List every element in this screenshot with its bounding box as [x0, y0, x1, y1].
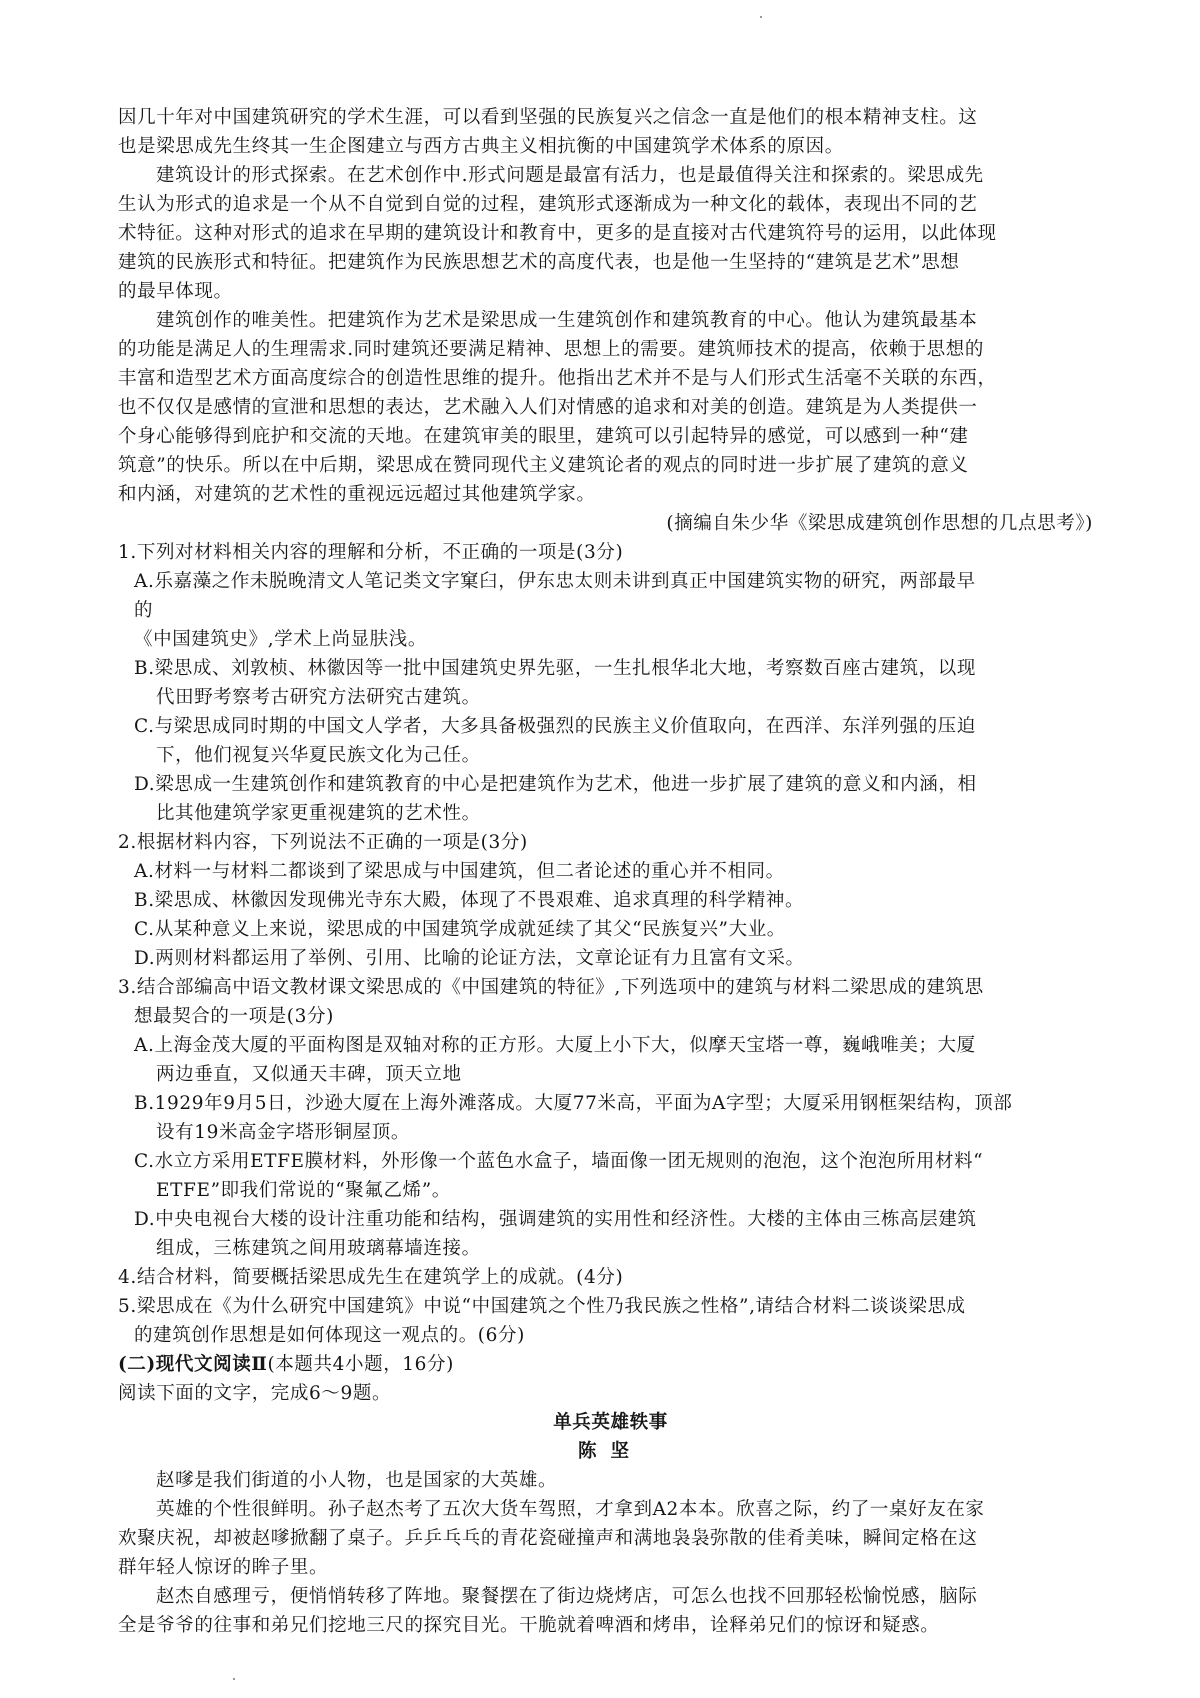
question-stem: 4.结合材料，简要概括梁思成先生在建筑学上的成就。(4分) — [118, 1267, 624, 1288]
passage-line: 也是梁思成先生终其一生企图建立与西方古典主义相抗衡的中国建筑学术体系的原因。 — [118, 136, 844, 157]
question-stem: 3.结合部编高中语文教材课文梁思成的《中国建筑的特征》,下列选项中的建筑与材料二梁思成的建筑思 — [118, 977, 984, 998]
section-instruction: 阅读下面的文字，完成6～9题。 — [118, 1383, 392, 1404]
passage-line: 也不仅仅是感情的宣泄和思想的表达，艺术融入人们对情感的追求和对美的创造。建筑是为人类提供一 — [118, 397, 978, 418]
passage-line: 建筑设计的形式探索。在艺术创作中.形式问题是最富有活力，也是最值得关注和探索的。梁思成先 — [156, 165, 984, 186]
section-heading-note: (本题共4小题，16分) — [267, 1354, 454, 1375]
passage-line: 生认为形式的追求是一个从不自觉到自觉的过程，建筑形式逐渐成为一种文化的载体，表现出不同的艺 — [118, 194, 978, 215]
passage-one — [118, 103, 1103, 509]
story-line: 英雄的个性很鲜明。孙子赵杰考了五次大货车驾照，才拿到A2本本。欣喜之际，约了一桌好友在家 — [156, 1499, 985, 1520]
question-stem: 2.根据材料内容，下列说法不正确的一项是(3分) — [118, 832, 528, 853]
passage-line: 术特征。这种对形式的追求在早期的建筑设计和教育中，更多的是直接对古代建筑符号的运用，以此体现 — [118, 223, 997, 244]
option-line: C.水立方采用ETFE膜材料，外形像一个蓝色水盒子，墙面像一团无规则的泡泡，这个泡泡所用材料“ — [134, 1151, 984, 1172]
option-line: A.材料一与材料二都谈到了梁思成与中国建筑，但二者论述的重心并不相同。 — [134, 861, 785, 882]
passage-line: 和内涵，对建筑的艺术性的重视远远超过其他建筑学家。 — [118, 484, 596, 505]
passage-line: 建筑的民族形式和特征。把建筑作为民族思想艺术的高度代表，也是他一生坚持的“建筑是艺术”思想 — [118, 252, 960, 273]
option-line-continued: 下，他们视复兴华夏民族文化为己任。 — [156, 745, 481, 766]
option-line: D.梁思成一生建筑创作和建筑教育的中心是把建筑作为艺术，他进一步扩展了建筑的意义和内涵，相 — [134, 774, 977, 795]
option-line-continued: 两边垂直，又似通天丰碑，顶天立地 — [156, 1064, 462, 1085]
passage-line: 丰富和造型艺术方面高度综合的创造性思维的提升。他指出艺术并不是与人们形式生活毫不关联的东西， — [118, 368, 997, 389]
option-line: D.两则材料都运用了举例、引用、比喻的论证方法，文章论证有力且富有文采。 — [134, 948, 805, 969]
story-author: 陈坚 — [577, 1441, 643, 1462]
option-line-continued: 组成，三栋建筑之间用玻璃幕墙连接。 — [156, 1238, 481, 1259]
question-5 — [118, 1292, 1103, 1350]
scan-speck — [233, 1678, 235, 1680]
option-line-continued: 比其他建筑学家更重视建筑的艺术性。 — [156, 803, 481, 824]
option-line: A.上海金茂大厦的平面构图是双轴对称的正方形。大厦上小下大，似摩天宝塔一尊，巍峨唯美；大厦 — [134, 1035, 976, 1056]
question-stem-continued: 想最契合的一项是(3分) — [134, 1006, 334, 1027]
option-line: B.1929年9月5日，沙逊大厦在上海外滩落成。大厦77米高，平面为A字型；大厦采用钢框架结构，顶部 — [134, 1093, 1013, 1114]
story-line: 赵嗲是我们街道的小人物，也是国家的大英雄。 — [156, 1470, 558, 1491]
question-2 — [118, 828, 1103, 973]
story-body — [118, 1466, 1103, 1640]
option-line: D.中央电视台大楼的设计注重功能和结构，强调建筑的实用性和经济性。大楼的主体由三栋高层建筑 — [134, 1209, 977, 1230]
section-heading-label: (二)现代文阅读Ⅱ — [118, 1354, 268, 1375]
option-line-continued: 代田野考察考古研究方法研究古建筑。 — [156, 687, 481, 708]
option-line: C.从某种意义上来说，梁思成的中国建筑学成就延续了其父“民族复兴”大业。 — [134, 919, 786, 940]
question-stem-continued: 的建筑创作思想是如何体现这一观点的。(6分) — [134, 1325, 525, 1346]
passage-line: 的功能是满足人的生理需求.同时建筑还要满足精神、思想上的需要。建筑师技术的提高，依赖于思想的 — [118, 339, 984, 360]
question-3 — [118, 973, 1103, 1263]
story-line: 全是爷爷的往事和弟兄们挖地三尺的探究目光。干脆就着啤酒和烤串，诠释弟兄们的惊讶和疑惑。 — [118, 1615, 940, 1636]
question-1 — [118, 538, 1103, 828]
section-heading — [118, 1350, 1103, 1379]
passage-line: 筑意”的快乐。所以在中后期，梁思成在赞同现代主义建筑论者的观点的同时进一步扩展了建筑的意义 — [118, 455, 969, 476]
option-line: B.梁思成、林徽因发现佛光寺东大殿，体现了不畏艰难、追求真理的科学精神。 — [134, 890, 805, 911]
story-title: 单兵英雄轶事 — [553, 1412, 668, 1433]
option-line: A.乐嘉藻之作未脱晚清文人笔记类文字窠臼，伊东忠太则未讲到真正中国建筑实物的研究，两部最早 — [134, 571, 976, 592]
exam-page — [118, 103, 1103, 1640]
option-line: B.梁思成、刘敦桢、林徽因等一批中国建筑史界先驱，一生扎根华北大地，考察数百座古建筑，以现 — [134, 658, 976, 679]
passage-line: 建筑创作的唯美性。把建筑作为艺术是梁思成一生建筑创作和建筑教育的中心。他认为建筑最基本 — [156, 310, 978, 331]
passage-line: 的最早体现。 — [118, 281, 233, 302]
passage-line: 个身心能够得到庇护和交流的天地。在建筑审美的眼里，建筑可以引起特异的感觉，可以感到一种“建 — [118, 426, 969, 447]
story-line: 群年轻人惊讶的眸子里。 — [118, 1557, 329, 1578]
option-line-continued: ETFE”即我们常说的“聚氟乙烯”。 — [156, 1180, 451, 1201]
option-line: C.与梁思成同时期的中国文人学者，大多具备极强烈的民族主义价值取向，在西洋、东洋列强的压迫 — [134, 716, 976, 737]
passage-line: 因几十年对中国建筑研究的学术生涯，可以看到坚强的民族复兴之信念一直是他们的根本精神支柱。这 — [118, 107, 978, 128]
question-list — [118, 538, 1103, 1350]
option-line-continued: 《中国建筑史》,学术上尚显肤浅。 — [134, 629, 427, 650]
story-line: 赵杰自感理亏，便悄悄转移了阵地。聚餐摆在了街边烧烤店，可怎么也找不回那轻松愉悦感，脑际 — [156, 1586, 978, 1607]
option-line-continued: 设有19米高金字塔形铜屋顶。 — [156, 1122, 410, 1143]
question-stem: 1.下列对材料相关内容的理解和分析，不正确的一项是(3分) — [118, 542, 624, 563]
question-4 — [118, 1263, 1103, 1292]
option-line-continued: 的 — [134, 600, 154, 621]
question-stem: 5.梁思成在《为什么研究中国建筑》中说“中国建筑之个性乃我民族之性格”,请结合材料二谈谈梁思成 — [118, 1296, 966, 1317]
source-citation: (摘编自朱少华《梁思成建筑创作思想的几点思考》) — [666, 513, 1093, 534]
scan-speck — [760, 16, 762, 18]
story-line: 欢聚庆祝，却被赵嗲掀翻了桌子。乒乒乓乓的青花瓷碰撞声和满地袅袅弥散的佳肴美味，瞬间定格在这 — [118, 1528, 978, 1549]
